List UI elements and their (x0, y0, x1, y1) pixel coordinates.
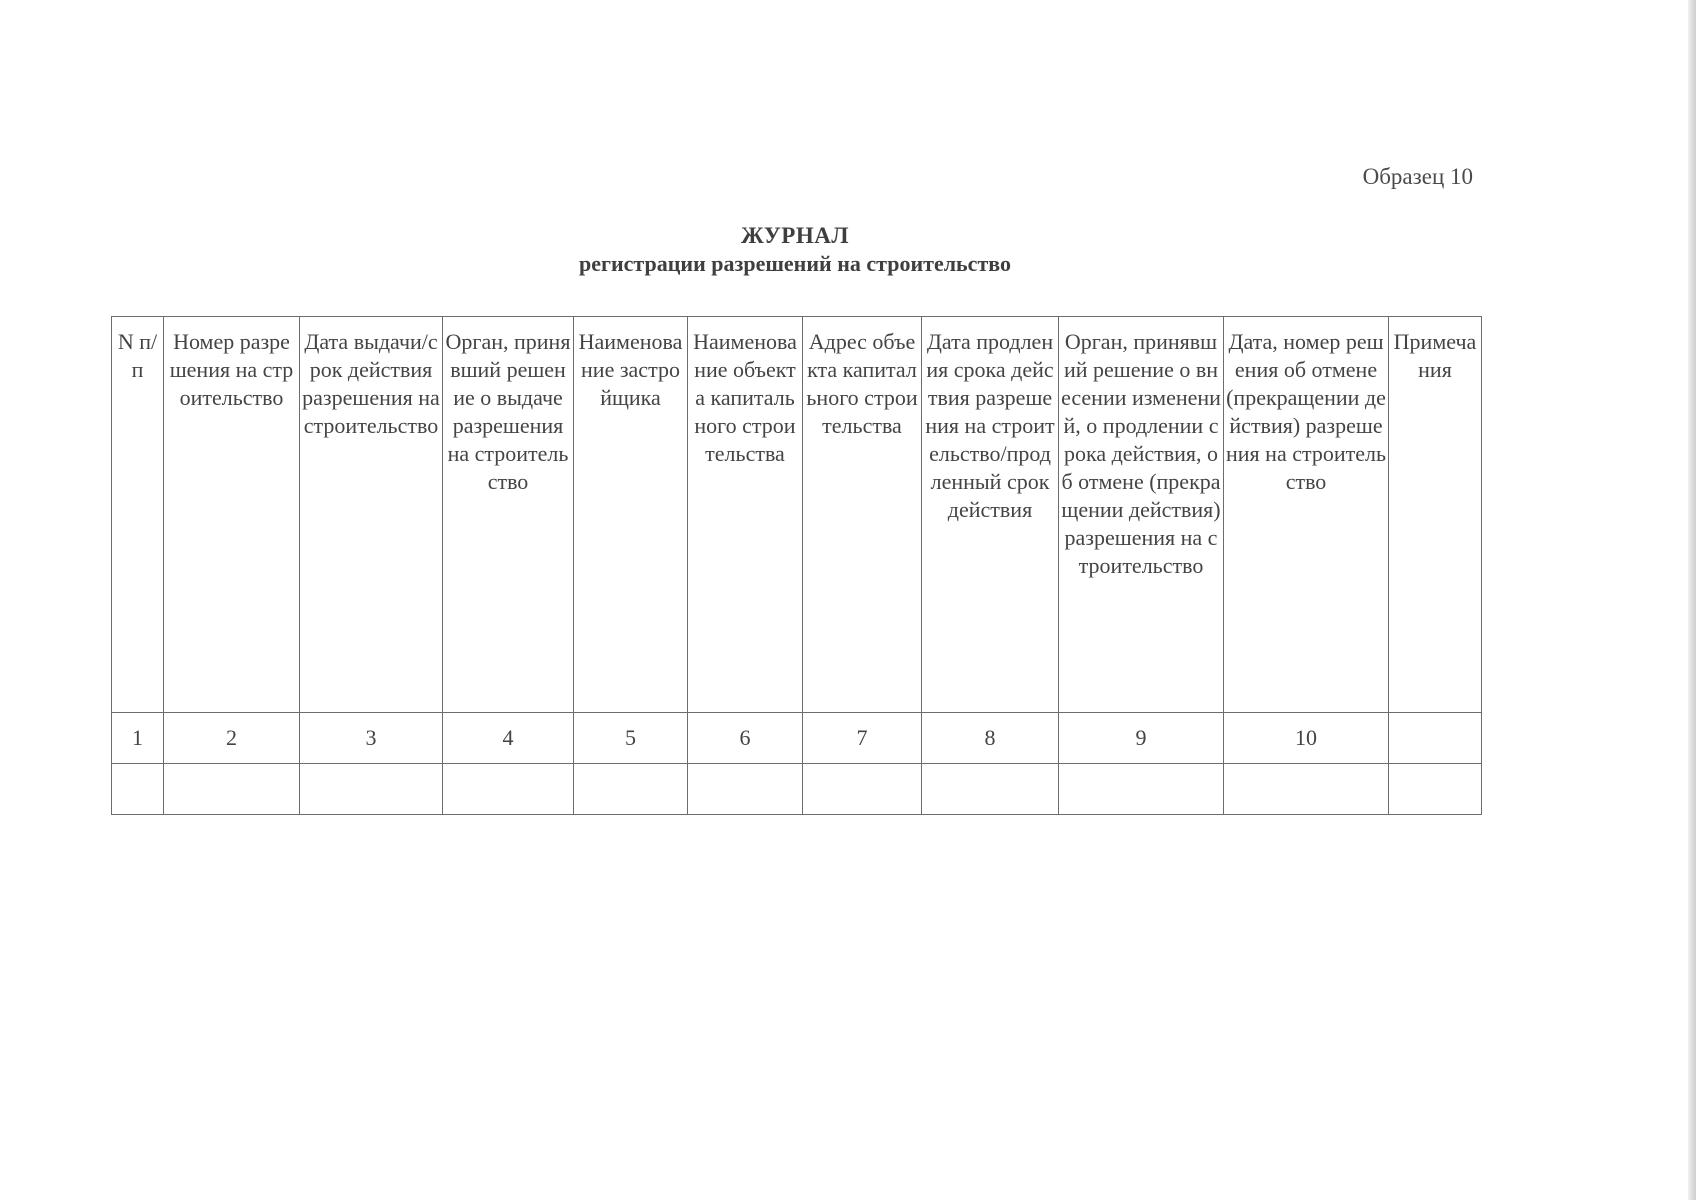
header-cell-object-name: Наименование объекта капитального строительства (688, 317, 803, 713)
table-row (112, 764, 1482, 815)
table-cell (1224, 764, 1389, 815)
table-header-row (112, 317, 1482, 713)
header-cell-developer-name: Наименование застройщика (574, 317, 688, 713)
header-cell-issuing-authority: Орган, принявший решение о выдаче разрешения на строительство (443, 317, 574, 713)
header-cell-permit-number: Номер разрешения на строительство (164, 317, 300, 713)
header-cell-object-address: Адрес объекта капитального строительства (803, 317, 922, 713)
document-heading (460, 222, 1130, 278)
column-number-cell: 1 (112, 713, 164, 764)
sample-label: Образец 10 (1362, 164, 1473, 189)
table-cell (164, 764, 300, 815)
scan-edge (1688, 0, 1696, 1200)
column-number-cell: 6 (688, 713, 803, 764)
document-subtitle: регистрации разрешений на строительство (579, 251, 1011, 276)
table-cell (688, 764, 803, 815)
table-cell (574, 764, 688, 815)
table-cell (1059, 764, 1224, 815)
column-number-cell: 4 (443, 713, 574, 764)
table-cell (443, 764, 574, 815)
table-cell (112, 764, 164, 815)
header-cell-number: N п/п (112, 317, 164, 713)
column-number-cell: 8 (922, 713, 1059, 764)
header-cell-cancellation-decision: Дата, номер решения об отмене (прекращении действия) разрешения на строительство (1224, 317, 1389, 713)
table-cell (922, 764, 1059, 815)
column-number-cell: 7 (803, 713, 922, 764)
journal-table (111, 316, 1482, 815)
header-cell-notes: Примечания (1389, 317, 1482, 713)
header-cell-extension-date: Дата продления срока действия разрешения на строительство/продленный срок действия (922, 317, 1059, 713)
column-number-cell: 3 (300, 713, 443, 764)
column-number-cell: 5 (574, 713, 688, 764)
table-cell (803, 764, 922, 815)
header-cell-amending-authority: Орган, принявший решение о внесении изменений, о продлении срока действия, об отмене (прекращении действия) разрешения на строительство (1059, 317, 1224, 713)
document-title: ЖУРНАЛ (741, 223, 849, 248)
header-cell-issue-date: Дата выдачи/срок действия разрешения на строительство (300, 317, 443, 713)
column-number-cell: 2 (164, 713, 300, 764)
table-cell (1389, 764, 1482, 815)
column-number-cell: 9 (1059, 713, 1224, 764)
column-number-row (112, 713, 1482, 764)
table-cell (300, 764, 443, 815)
column-number-cell: 10 (1224, 713, 1389, 764)
column-number-cell (1389, 713, 1482, 764)
